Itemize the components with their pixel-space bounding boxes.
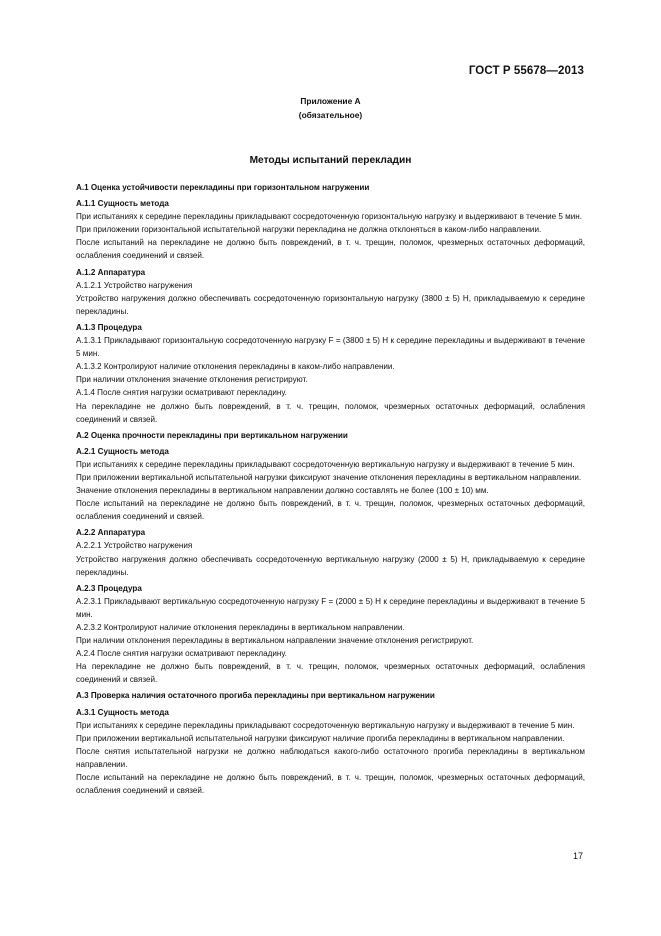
section-heading: А.2.2 Аппаратура [76,528,146,538]
section-heading: А.2.1 Сущность метода [76,446,169,456]
paragraph: Значение отклонения перекладины в вертикальном направлении должно составлять не более (100 ± 10) мм. [76,486,489,496]
section-heading: А.2.3 Процедура [76,583,142,593]
paragraph: А.2.3.1 Прикладывают вертикальную сосредоточенную нагрузку F = (2000 ± 5) Н к середине перекладины и выдерживают в течение 5 мин. [76,596,585,619]
paragraph: После испытаний на перекладине не должно быть повреждений, в т. ч. трещин, поломок, чрезмерных остаточных деформаций, ослабления соединений и связей. [76,773,585,796]
paragraph: А.1.3.1 Прикладывают горизонтальную сосредоточенную нагрузку F = (3800 ± 5) Н к середине перекладины и выдерживают в течение 5 мин. [76,336,585,359]
standard-designation: ГОСТ Р 55678—2013 [468,65,584,77]
section-heading: А.3.1 Сущность метода [76,707,169,717]
section-heading: А.1.2 Аппаратура [76,267,146,277]
section-heading: А.2 Оценка прочности перекладины при вертикальном нагружении [76,430,348,440]
paragraph: А.1.3.2 Контролируют наличие отклонения перекладины в каком-либо направлении. [76,362,395,372]
paragraph: А.2.2.1 Устройство нагружения [76,541,193,551]
paragraph: А.2.3.2 Контролируют наличие отклонения перекладины в вертикальном направлении. [76,623,405,632]
document-body [76,181,585,797]
section-heading: А.1.1 Сущность метода [76,199,169,209]
paragraph: При испытаниях к середине перекладины прикладывают сосредоточенную вертикальную нагрузку и выдерживают в течение 5 мин. [76,720,575,730]
paragraph: При наличии отклонения перекладины в вертикальном направлении значение отклонения регистрируют. [76,636,474,646]
section-heading: А.1 Оценка устойчивости перекладины при горизонтальном нагружении [76,183,370,192]
paragraph: После испытаний на перекладине не должно быть повреждений, в т. ч. трещин, поломок, чрезмерных остаточных деформаций, ослабления соединений и связей. [76,499,585,522]
section-heading: А.1.3 Процедура [76,322,142,332]
paragraph: А.1.2.1 Устройство нагружения [76,280,193,290]
paragraph: Устройство нагружения должно обеспечивать сосредоточенную вертикальную нагрузку (2000 ± 5) Н, прикладываемую к середине перекладины. [76,554,585,577]
section-title: Методы испытаний перекладин [249,155,412,166]
paragraph: При испытаниях к середине перекладины прикладывают сосредоточенную горизонтальную нагрузку и выдерживают в течение 5 мин. [76,212,582,222]
paragraph: На перекладине не должно быть повреждений, в т. ч. трещин, поломок, чрезмерных остаточных деформаций, ослабления соединений и связей. [76,401,585,424]
paragraph: При приложении вертикальной испытательной нагрузки фиксируют значение отклонения перекладины в вертикальном направлении. [76,472,582,482]
paragraph: Устройство нагружения должно обеспечивать сосредоточенную горизонтальную нагрузку (3800 ± 5) Н, прикладываемую к середине перекладины. [76,293,585,316]
paragraph: При приложении горизонтальной испытательной нагрузки перекладина не должна отклоняться в каком-либо направлении. [76,225,542,235]
paragraph: А.2.4 После снятия нагрузки осматривают перекладину. [76,649,287,659]
paragraph: После испытаний на перекладине не должно быть повреждений, в т. ч. трещин, поломок, чрезмерных остаточных деформаций, ослабления соединений и связей. [76,238,585,261]
paragraph: При приложении вертикальной испытательной нагрузки фиксируют наличие прогиба перекладины в вертикальном направлении. [76,733,565,743]
appendix-title: Приложение А [300,96,361,106]
paragraph: После снятия испытательной нагрузки не должно наблюдаться какого-либо остаточного прогиба перекладины в вертикальном направлении. [76,746,585,769]
appendix-heading [0,94,661,122]
paragraph: А.1.4 После снятия нагрузки осматривают перекладину. [76,388,287,398]
appendix-status: (обязательное) [298,110,363,120]
section-heading: А.3 Проверка наличия остаточного прогиба перекладины при вертикальном нагружении [76,691,435,701]
paragraph: При наличии отклонения значение отклонения регистрируют. [76,375,308,385]
paragraph: На перекладине не должно быть повреждений, в т. ч. трещин, поломок, чрезмерных остаточных деформаций, ослабления соединений и связей. [76,662,585,685]
paragraph: При испытаниях к середине перекладины прикладывают сосредоточенную вертикальную нагрузку и выдерживают в течение 5 мин. [76,459,575,469]
page-number: 17 [572,851,583,861]
